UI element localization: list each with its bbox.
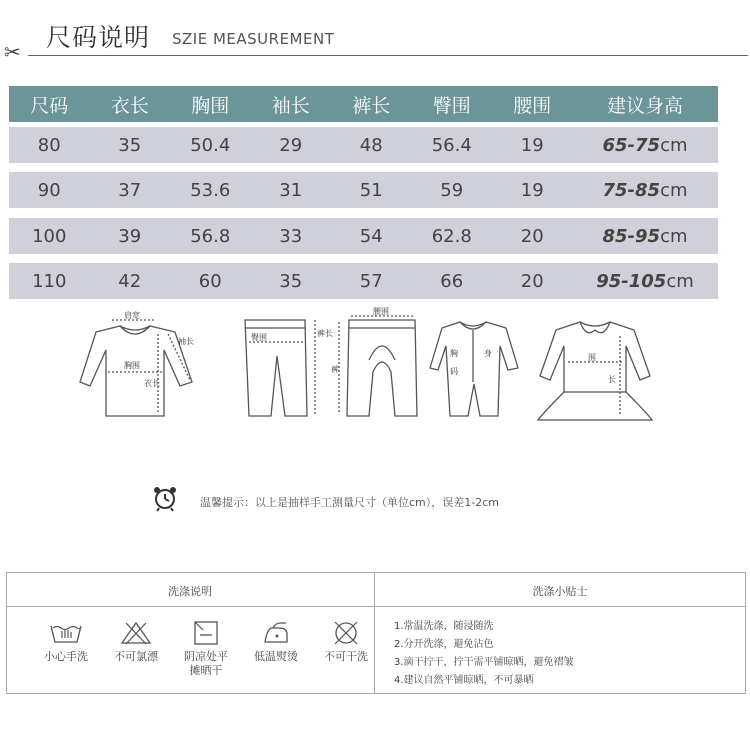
height-range: 85-95 [602,225,661,247]
header-cell-height: 建议身高 [606,94,683,117]
garment-diagrams [80,307,680,432]
table-row [9,218,718,254]
cell-height [573,180,718,201]
cell-waist: 19 [520,134,544,156]
care-instructions-title: 洗涤说明 [168,585,212,598]
label-length: 衣长 [144,379,160,388]
header-cell-chest: 胸围 [191,94,230,117]
cell-hip: 62.8 [431,225,472,247]
care-item-no-dry-clean [311,620,381,664]
cell-height [573,226,718,247]
cell-size: 90 [37,179,61,201]
cell-height [573,271,718,292]
scissors-icon: ✂ [4,40,21,64]
care-label-line: 阴凉处平 [184,650,228,663]
height-unit: cm [666,270,694,292]
hand-wash-icon [49,620,83,646]
label-waist: 腰围 [373,307,389,316]
cell-chest: 60 [198,270,222,292]
header-cell-size: 尺码 [30,94,69,117]
cell-size: 110 [32,270,67,292]
label-ku: 裤 [331,365,339,374]
dress-diagram [538,322,652,420]
page-title: 尺码说明 [46,23,151,52]
alarm-clock-icon [151,484,179,512]
cell-sleeve: 29 [279,134,303,156]
care-label-line: 摊晒干 [189,664,223,677]
cell-chest: 50.4 [190,134,231,156]
cell-height [573,135,718,156]
care-item-shade-dry [171,620,241,678]
height-range: 95-105 [596,270,667,292]
cell-length: 37 [118,179,142,201]
height-unit: cm [660,134,688,156]
label-xiong: 胸 [450,349,458,358]
cell-length: 42 [118,270,142,292]
table-row [9,263,718,299]
height-range: 65-75 [602,134,661,156]
top-diagram [80,310,194,416]
care-tip: 2.分开洗涤，避免沾色 [394,639,494,650]
label-pants-length: 裤长 [317,329,333,338]
label-chang: 长 [608,375,616,384]
cell-length: 35 [118,134,142,156]
cell-waist: 19 [520,179,544,201]
page-subtitle: SZIE MEASUREMENT [172,30,335,48]
cell-waist: 20 [520,270,544,292]
cell-size: 100 [32,225,67,247]
header-cell-pants: 裤长 [352,94,391,117]
care-divider-horizontal [6,606,746,607]
cell-pants: 57 [359,270,383,292]
header-cell-length: 衣长 [110,94,149,117]
cell-chest: 56.8 [190,225,231,247]
care-tip: 1.常温洗涤，随浸随洗 [394,621,494,632]
label-shen: 身 [484,349,492,358]
cell-length: 39 [118,225,142,247]
label-chest: 胸围 [124,361,140,370]
header-cell-sleeve: 袖长 [271,94,310,117]
label-wei: 围 [588,353,596,362]
care-item-hand-wash [31,620,101,664]
label-hip: 臀围 [251,333,267,342]
height-unit: cm [660,225,688,247]
header-divider [28,55,748,56]
cell-pants: 48 [359,134,383,156]
label-sleeve: 袖长 [178,337,194,346]
size-table-header [9,86,718,122]
no-bleach-icon [119,620,153,646]
cell-pants: 51 [359,179,383,201]
measurement-reminder: 温馨提示：以上是抽样手工测量尺寸（单位cm），误差1-2cm [200,496,499,509]
care-tips-title: 洗涤小贴士 [532,585,588,598]
cell-hip: 59 [440,179,464,201]
care-label: 不可干洗 [324,650,368,663]
label-shoulder: 肩宽 [124,311,140,320]
cell-size: 80 [37,134,61,156]
header-cell-hip: 臀围 [432,94,471,117]
table-row [9,172,718,208]
cell-sleeve: 31 [279,179,303,201]
open-crotch-pants-diagram [331,307,417,416]
label-ma: 码 [450,367,458,376]
cell-pants: 54 [359,225,383,247]
care-item-no-bleach [101,620,171,664]
care-item-low-iron [241,620,311,664]
care-tip: 4.建议自然平铺晾晒，不可暴晒 [394,675,534,686]
care-tip: 3.滴干拧干，拧干需平铺晾晒，避免褶皱 [394,657,574,668]
height-unit: cm [660,179,688,201]
cell-waist: 20 [520,225,544,247]
shade-dry-icon [189,620,223,646]
pants-diagram [245,320,333,416]
cell-sleeve: 35 [279,270,303,292]
care-label: 不可氯漂 [114,650,158,663]
care-label: 低温熨烫 [254,650,298,663]
cell-sleeve: 33 [279,225,303,247]
cell-hip: 66 [440,270,464,292]
table-row [9,127,718,163]
header-cell-waist: 腰围 [513,94,552,117]
no-dry-clean-icon [329,620,363,646]
height-range: 75-85 [602,179,661,201]
cell-hip: 56.4 [431,134,472,156]
romper-diagram [430,322,518,416]
care-label: 小心手洗 [44,650,88,663]
low-iron-icon [259,620,293,646]
cell-chest: 53.6 [190,179,231,201]
